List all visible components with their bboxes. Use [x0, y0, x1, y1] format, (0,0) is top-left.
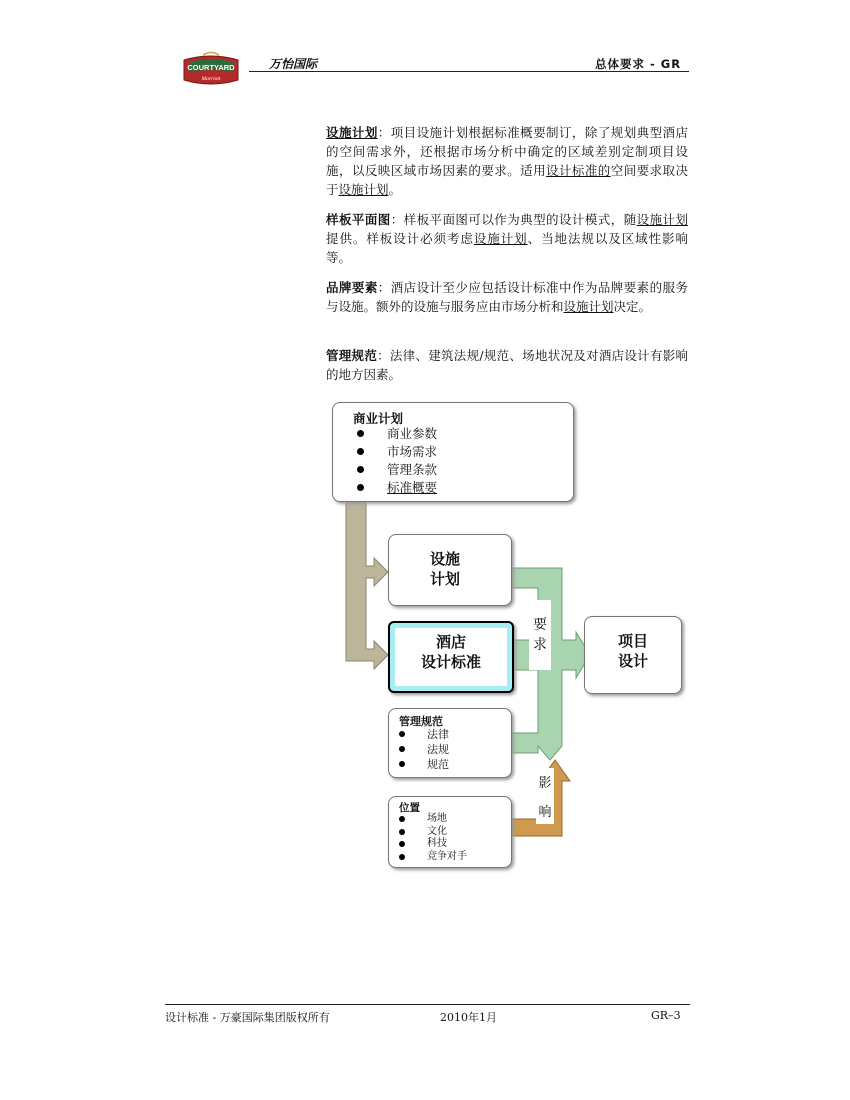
link-facility-plan[interactable]: 设施计划: [563, 299, 614, 314]
link-design-standards[interactable]: 设计标准的: [546, 163, 611, 178]
list-item: 规范: [399, 757, 449, 772]
list-item: 市场需求: [357, 443, 437, 461]
list-item: 科技: [399, 838, 467, 851]
paragraph-prototype-plan: 样板平面图：样板平面图可以作为典型的设计模式，随设施计划提供。样板设计必须考虑设施计划、当地法规以及区域性影响等。: [326, 212, 688, 265]
list-item: 法律: [399, 727, 449, 742]
location-list: [399, 813, 467, 863]
regulations-list: [399, 727, 449, 772]
footer-page-number: GR–3: [651, 1009, 681, 1022]
project-design-line2: 设计: [617, 652, 648, 670]
header-company: 万怡国际: [269, 57, 318, 71]
influence-label: 影 响: [536, 768, 554, 824]
process-diagram: [326, 396, 690, 872]
list-item: 商业参数: [357, 425, 437, 443]
regulations-title: 管理规范: [399, 715, 443, 728]
facility-plan-line1: 设施: [429, 550, 460, 568]
link-facility-plan[interactable]: 设施计划: [338, 182, 389, 197]
heading-prototype-plan: 样板平面图: [326, 212, 391, 227]
courtyard-logo: [181, 50, 241, 90]
business-plan-list: [357, 425, 437, 497]
requirement-label: 要 求: [529, 600, 551, 670]
footer-rule: [165, 1004, 690, 1005]
list-item: 竞争对手: [399, 851, 467, 864]
business-plan-box: [332, 402, 574, 502]
location-title: 位置: [399, 802, 420, 814]
svg-text:Marriott: Marriott: [201, 76, 221, 82]
heading-facility-plan: 设施计划: [326, 125, 378, 140]
list-item: 管理条款: [357, 461, 437, 479]
paragraph-brand-elements: 品牌要素：酒店设计至少应包括设计标准中作为品牌要素的服务与设施。额外的设施与服务应由市场分析和设施计划决定。: [326, 280, 688, 314]
regulations-box: [388, 708, 512, 778]
list-item: 标准概要: [357, 479, 437, 497]
project-design-line1: 项目: [617, 632, 648, 650]
footer-date: 2010年1月: [440, 1011, 497, 1024]
heading-regulations: 管理规范: [326, 348, 378, 363]
project-design-box: [584, 616, 682, 694]
footer-copyright: 设计标准 - 万豪国际集团版权所有: [165, 1011, 330, 1024]
list-item: 场地: [399, 813, 467, 826]
tan-arrow: [346, 500, 388, 669]
facility-plan-box: [388, 534, 512, 606]
heading-brand-elements: 品牌要素: [326, 280, 378, 295]
link-facility-plan[interactable]: 设施计划: [636, 212, 688, 227]
hotel-standards-line1: 酒店: [435, 633, 466, 651]
paragraph-regulations: 管理规范：法律、建筑法规/规范、场地状况及对酒店设计有影响的地方因素。: [326, 348, 688, 382]
header-section-title: 总体要求 - GR: [595, 57, 682, 71]
location-box: [388, 796, 512, 868]
link-facility-plan[interactable]: 设施计划: [473, 231, 528, 246]
hotel-standards-line2: 设计标准: [420, 653, 481, 671]
hotel-design-standards-box: [388, 621, 514, 693]
business-plan-title: 商业计划: [353, 411, 404, 426]
list-item: 法规: [399, 742, 449, 757]
svg-text:COURTYARD: COURTYARD: [187, 63, 235, 72]
list-item: 文化: [399, 826, 467, 839]
paragraph-facility-plan: 设施计划：项目设施计划根据标准概要制订，除了规划典型酒店的空间需求外，还根据市场分析中确定的区域差别定制项目设施，以反映区域市场因素的要求。适用设计标准的空间要求取决于设施计划。: [326, 125, 688, 197]
facility-plan-line2: 计划: [429, 570, 460, 588]
header-rule: [249, 71, 689, 72]
